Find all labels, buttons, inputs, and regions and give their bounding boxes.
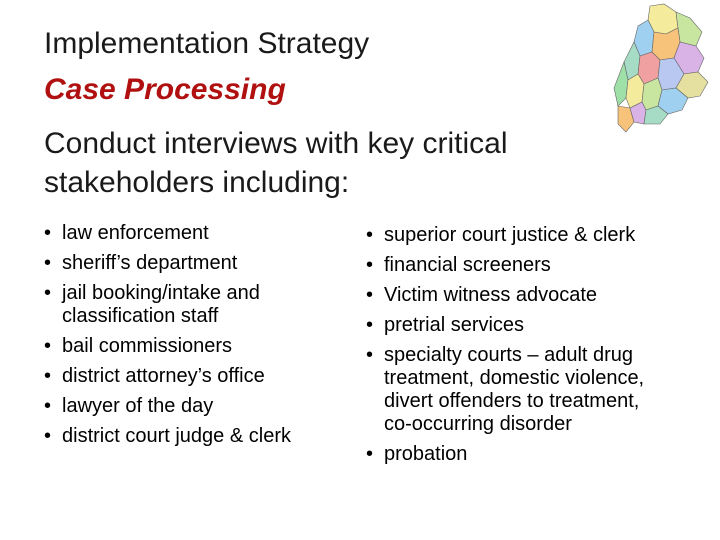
left-bullet-list: [44, 222, 344, 455]
bullet-item: • superior court justice & clerk: [366, 224, 666, 247]
state-county-map-icon: [604, 2, 718, 134]
right-bullet-list: [366, 224, 666, 473]
bullet-item: • sheriff’s department: [44, 252, 344, 275]
slide-title: Implementation Strategy: [44, 27, 370, 60]
intro-text: Conduct interviews with key critical stakeholders including:: [44, 127, 508, 199]
bullet-item: • specialty courts – adult drug treatment, domestic violence, divert offenders to treatment, co-occurring disorder: [366, 344, 666, 436]
bullet-item: • jail booking/intake and classification staff: [44, 282, 344, 328]
bullet-item: • lawyer of the day: [44, 395, 344, 418]
bullet-item: • district attorney’s office: [44, 365, 344, 388]
bullet-item: • law enforcement: [44, 222, 344, 245]
bullet-item: • probation: [366, 443, 666, 466]
bullet-item: • district court judge & clerk: [44, 425, 344, 448]
bullet-item: • financial screeners: [366, 254, 666, 277]
bullet-item: • bail commissioners: [44, 335, 344, 358]
bullet-item: • Victim witness advocate: [366, 284, 666, 307]
slide-subtitle: Case Processing: [44, 73, 286, 106]
bullet-item: • pretrial services: [366, 314, 666, 337]
